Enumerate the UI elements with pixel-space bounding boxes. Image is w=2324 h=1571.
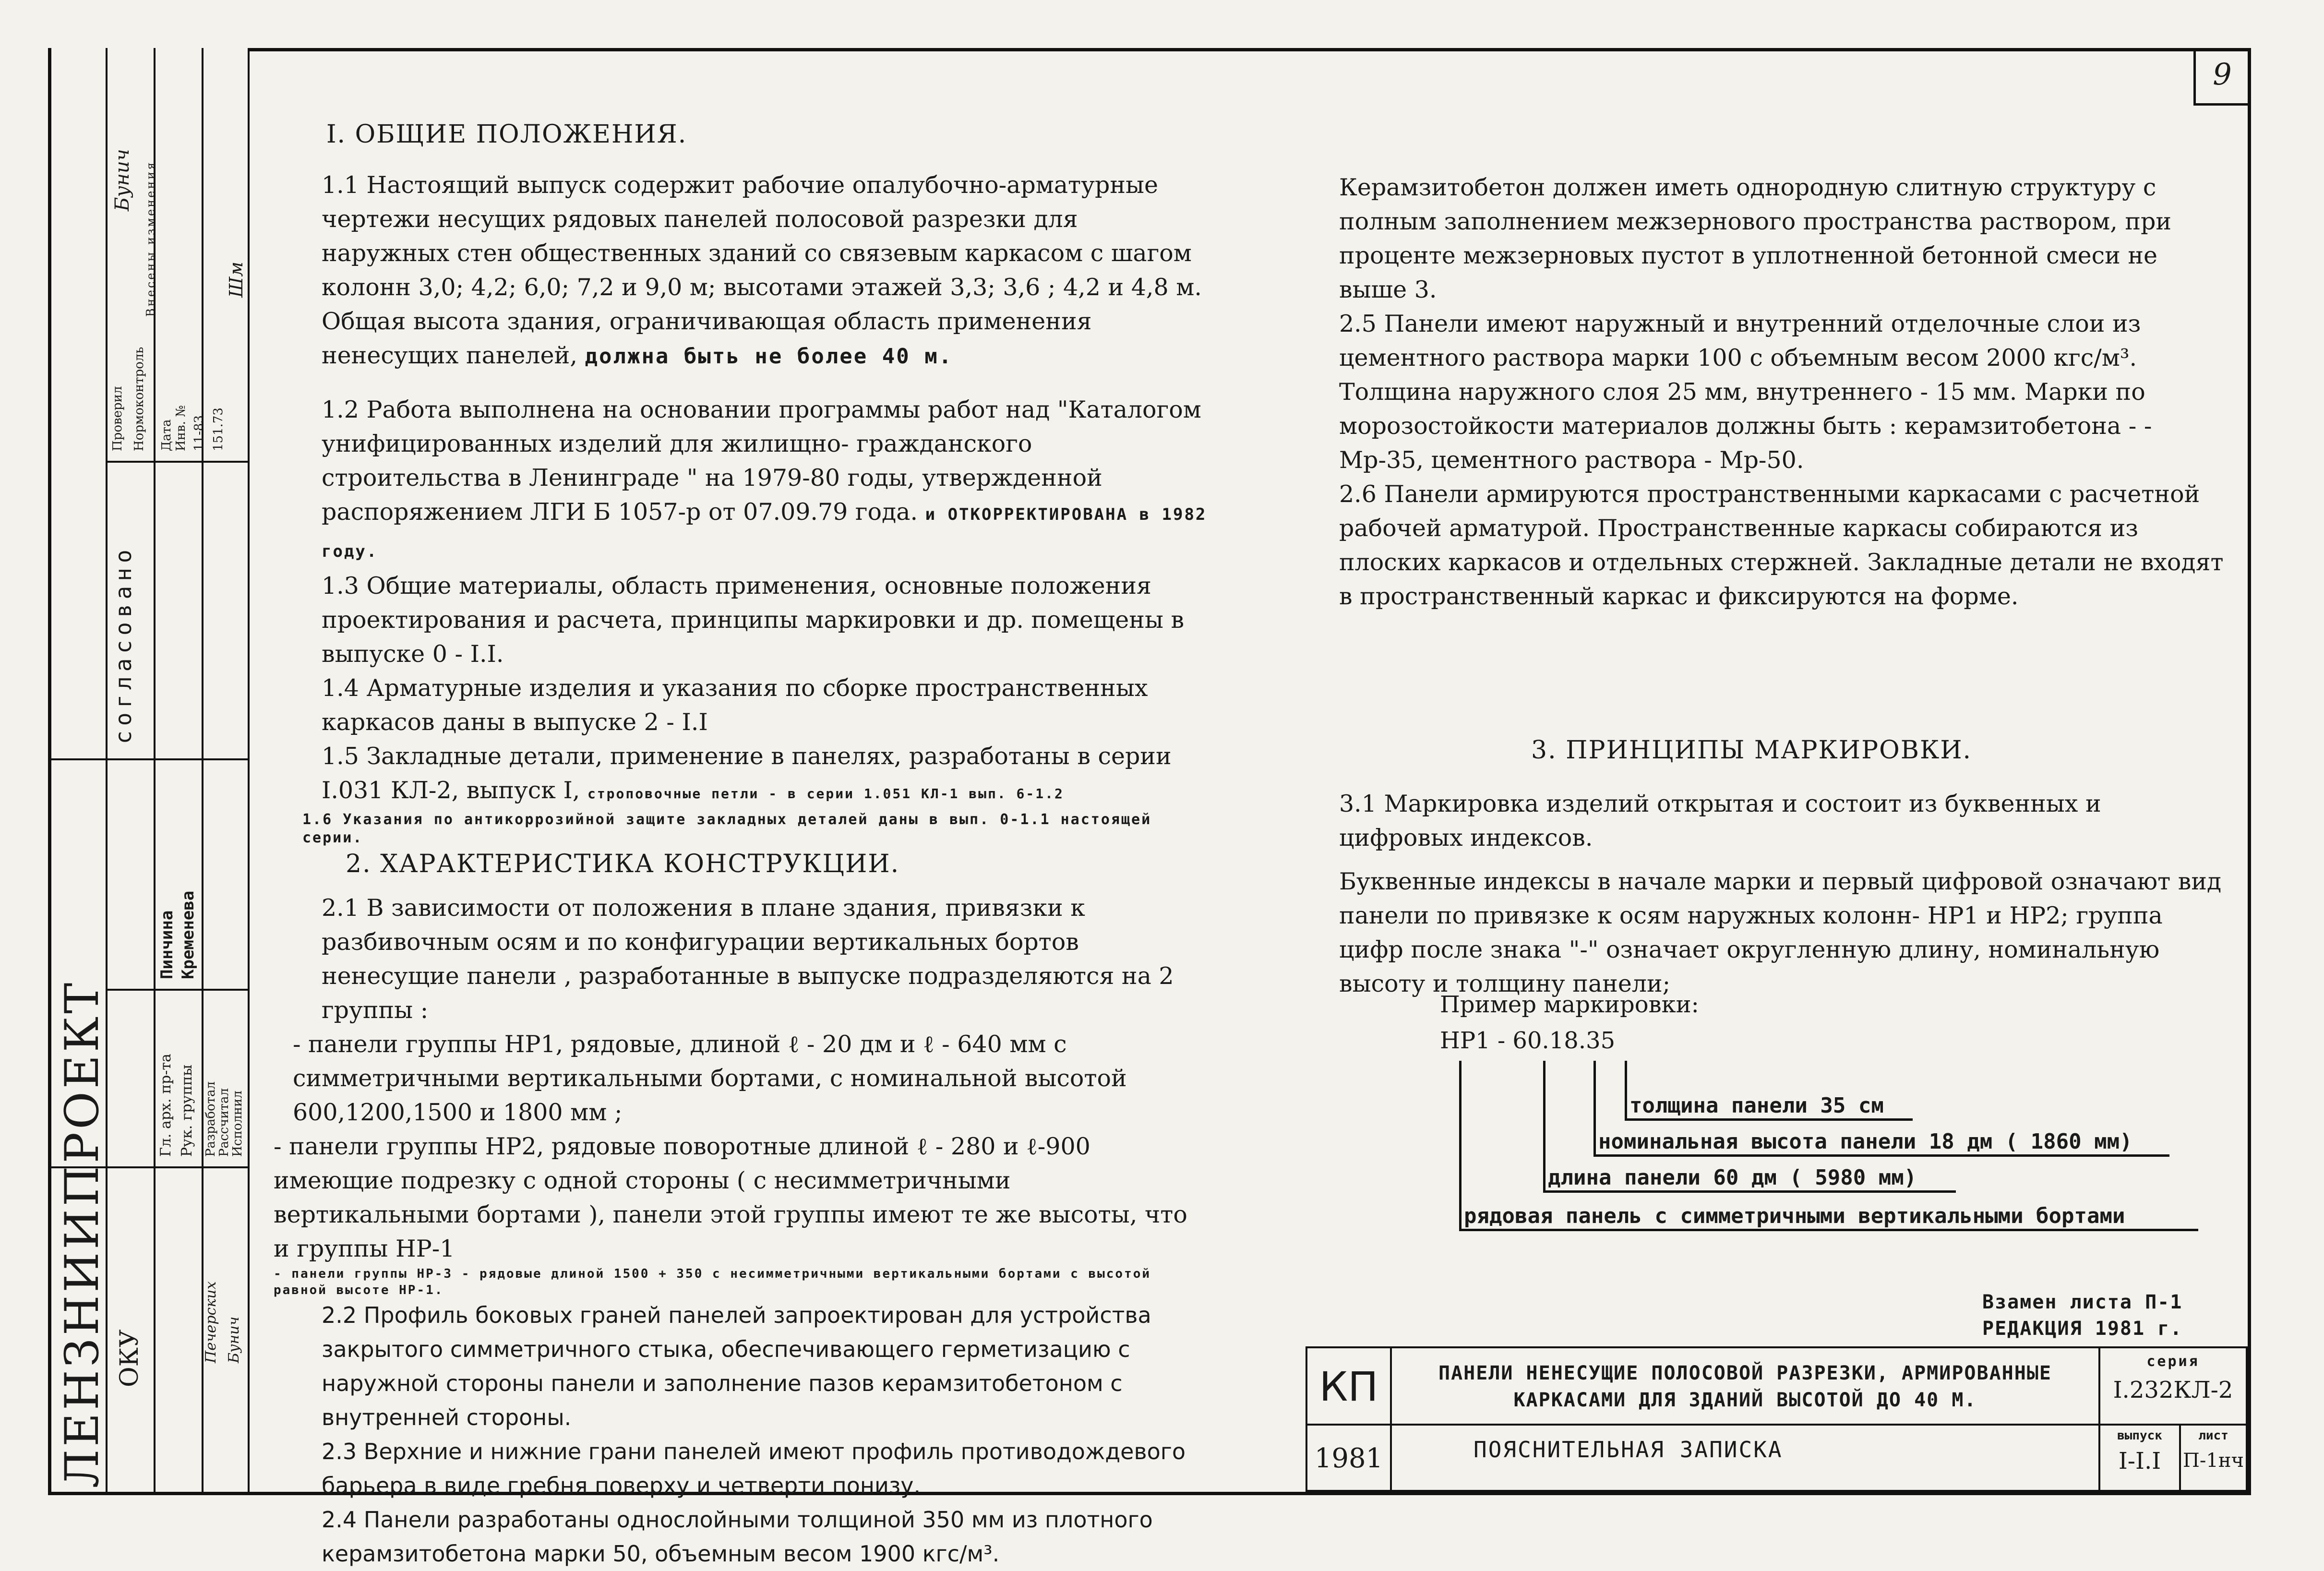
subtitle-text: ПОЯСНИТЕЛЬНАЯ ЗАПИСКА (1473, 1437, 1783, 1463)
replacement-note: Взамен листа П-1 (1982, 1291, 2183, 1313)
right-text-column (1291, 170, 2232, 1001)
left-stamp-strip (48, 48, 250, 1493)
paragraph-1-5: 1.5 Закладные детали, применение в панелях, разработаны в серии I.031 КЛ-2, выпуск I, строповочные петли - в серии 1.051 КЛ-1 вып. 6-1.2 (322, 743, 1172, 804)
stamp-name-3: Печерских (203, 1281, 219, 1363)
section-2-title: 2. ХАРАКТЕРИСТИКА КОНСТРУКЦИИ. (346, 850, 900, 878)
stamp-inv: Инв. № (174, 405, 188, 451)
example-title: Пример маркировки: (1440, 991, 1699, 1018)
stamp-divider (48, 758, 250, 760)
title-block (1306, 1346, 2248, 1492)
stamp-name-2: Кременева (179, 890, 198, 979)
stamp-name-1: Пинчина (157, 910, 177, 979)
stamp-changes: Внесены изменения (144, 160, 157, 317)
label-thickness: толщина панели 35 см (1629, 1093, 1884, 1118)
paragraph-2-5: 2.5 Панели имеют наружный и внутренний отделочные слои из цементного раствора марки 100 с объемным весом 2000 кгс/м³. Толщина наружного слоя 25 мм, внутреннего - 15 мм. Марки по морозостойкости материалов должны быть : керамзитобетона - - Мр-35, цементного раствора - Мр-50. (1339, 310, 2152, 474)
leader-line-length (1543, 1061, 1545, 1190)
year-value: 1981 (1314, 1443, 1383, 1474)
paragraph-2-2: 2.2 Профиль боковых граней панелей запроектирован для устройства закрытого симметричного стыка, обеспечивающего герметизацию с наружной стороны панели и заполнение пазов керамзитобетоном с внутренней стороны. (322, 1302, 1151, 1430)
series-label: серия (2146, 1353, 2200, 1370)
stamp-divider (106, 989, 250, 991)
stamp-row-group: Рук. группы (179, 1064, 195, 1157)
underline-height (1593, 1154, 2169, 1157)
stamp-normcontrol: Нормоконтроль (132, 347, 146, 451)
leader-line-type (1459, 1061, 1461, 1229)
example-mark: НР1 - 60.18.35 (1440, 1027, 1616, 1054)
handwritten-paragraph-1-6: 1.6 Указания по антикоррозийной защите закладных деталей даны в вып. 0-1.1 настоящей серии. (302, 811, 1152, 846)
stamp-date: Дата (159, 419, 174, 451)
left-text-column (274, 118, 1210, 1571)
stamp-codes-2: 151.73 (211, 408, 226, 451)
stamp-codes: 11-83 (192, 415, 206, 451)
handwritten-paragraph-2-1c: - панели группы НР-3 - рядовые длиной 1500 + 350 с несимметричными вертикальными бортами с высотой равной высоте НР-1. (274, 1267, 1151, 1297)
stamp-row-developed: Разработал (204, 1081, 218, 1157)
stamp-row-calculated: Рассчитал (217, 1088, 231, 1157)
subtitle-cell (1390, 1424, 2100, 1492)
frame-top-border (250, 48, 2251, 51)
sheet-value: П-1нч (2183, 1450, 2244, 1472)
stamp-org-name: ЛЕНЗНИИПРОЕКТ (55, 980, 109, 1488)
paragraph-2-3: 2.3 Верхние и нижние грани панелей имеют профиль противодождевого барьера в виде гребня поверху и четверти понизу. (322, 1439, 1186, 1499)
handwritten-note: должна быть не более 40 м. (585, 344, 953, 369)
paragraph-2-1b: - панели группы НР2, рядовые поворотные длиной ℓ - 280 и ℓ-900 имеющие подрезку с одной стороны ( с несимметричными вертикальными бортами ), панели этой группы имеют те же высоты, что и группы НР-1 (274, 1133, 1187, 1262)
label-type: рядовая панель с симметричными вертикальными бортами (1464, 1204, 2125, 1228)
handwritten-note: строповочные петли - в серии 1.051 КЛ-1 вып. 6-1.2 (587, 786, 1064, 802)
title-cell (1390, 1346, 2100, 1426)
stamp-row-executed: Исполнил (230, 1091, 245, 1157)
section-1-title: I. ОБЩИЕ ПОЛОЖЕНИЯ. (326, 120, 687, 149)
stamp-name-4: Бунич (226, 1316, 242, 1363)
stamp-oku: ОКУ (115, 1329, 144, 1387)
handwritten-note: и ОТКОРРЕКТИРОВАНА в 1982 году. (322, 505, 1207, 561)
stamp-agreed: согласовано (110, 545, 136, 744)
paragraph-2-4-continued: Керамзитобетон должен иметь однородную слитную структуру с полным заполнением межзернового пространства раствором, при проценте межзерновых пустот в уплотненной бетонной смеси не выше 3. (1339, 174, 2172, 303)
label-height: номинальная высота панели 18 дм ( 1860 мм) (1598, 1129, 2132, 1154)
issue-cell (2098, 1424, 2181, 1492)
series-cell (2098, 1346, 2248, 1426)
year-cell (1306, 1424, 1392, 1492)
title-text: ПАНЕЛИ НЕНЕСУЩИЕ ПОЛОСОВОЙ РАЗРЕЗКИ, АРМИРОВАННЫЕ КАРКАСАМИ ДЛЯ ЗДАНИЙ ВЫСОТОЙ ДО 40 М. (1438, 1362, 2052, 1411)
paragraph-1-1: 1.1 Настоящий выпуск содержит рабочие опалубочно-арматурные чертежи несущих рядовых панелей полосовой разрезки для наружных стен общественных зданий со связевым каркасом с шагом колонн 3,0; 4,2; 6,0; 7,2 и 9,0 м; высотами этажей 3,3; 3,6 ; 4,2 и 4,8 м. Общая высота здания, ограничивающая область применения ненесущих панелей, должна быть не более 40 м. (322, 171, 1202, 369)
underline-length (1543, 1190, 1956, 1193)
stamp-name-column (154, 48, 204, 1493)
sheet-cell (2179, 1424, 2248, 1492)
sheet-label: лист (2198, 1428, 2228, 1443)
series-value: I.232КЛ-2 (2113, 1377, 2233, 1403)
stamp-checked: Проверил (110, 386, 125, 451)
paragraph-1-3: 1.3 Общие материалы, область применения, основные положения проектирования и расчета, принципы маркировки и др. помещены в выпуске 0 - I.I. (322, 572, 1185, 668)
kp-cell (1306, 1346, 1392, 1426)
frame-right-border (2248, 48, 2251, 1493)
stamp-divider (106, 461, 250, 463)
stamp-right-name-1: Бунич (111, 149, 133, 211)
section-3-title: 3. ПРИНЦИПЫ МАРКИРОВКИ. (1531, 736, 1972, 765)
underline-thickness (1625, 1118, 1913, 1121)
paragraph-1-2: 1.2 Работа выполнена на основании программы работ над "Каталогом унифицированных изделий для жилищно- гражданского строительства в Ленинграде " на 1979-80 годы, утвержденной распоряжением ЛГИ Б 1057-р от 07.09.79 года. и ОТКОРРЕКТИРОВАНА в 1982 году. (322, 396, 1207, 561)
paragraph-2-1: 2.1 В зависимости от положения в плане здания, привязки к разбивочным осям и по конфигурации вертикальных бортов ненесущие панели , разработанные в выпуске подразделяются на 2 группы : (322, 894, 1174, 1024)
page-number: 9 (2193, 48, 2249, 106)
edition-note: РЕДАКЦИЯ 1981 г. (1982, 1318, 2183, 1340)
stamp-right-name-2: Шм (226, 262, 247, 298)
leader-line-height (1593, 1061, 1596, 1154)
paragraph-2-6: 2.6 Панели армируются пространственными каркасами с расчетной рабочей арматурой. Пространственные каркасы собираются из плоских каркасов и отдельных стержней. Закладные детали не входят в пространственный каркас и фиксируются на форме. (1339, 480, 2224, 610)
kp-label: КП (1319, 1363, 1378, 1410)
stamp-row-chief: Гл. арх. пр-та (157, 1054, 174, 1157)
label-length: длина панели 60 дм ( 5980 мм) (1548, 1165, 1917, 1190)
underline-type (1459, 1229, 2198, 1231)
paragraph-2-1a: - панели группы НР1, рядовые, длиной ℓ - 20 дм и ℓ - 640 мм с симметричными вертикальными бортами, с номинальной высотой 600,1200,1500 и 1800 мм ; (293, 1031, 1127, 1126)
paragraph-3-1: 3.1 Маркировка изделий открытая и состоит из буквенных и цифровых индексов. (1339, 790, 2101, 851)
paragraph-2-4: 2.4 Панели разработаны однослойными толщиной 350 мм из плотного керамзитобетона марки 50, объемным весом 1900 кгс/м³. (322, 1507, 1153, 1567)
issue-label: выпуск (2117, 1428, 2162, 1443)
paragraph-3-1b: Буквенные индексы в начале марки и первый цифровой означают вид панели по привязке к осям наружных колонн- НР1 и НР2; группа цифр после знака "-" означает округленную длину, номинальную высоту и толщину панели; (1339, 868, 2222, 997)
issue-value: I-I.I (2118, 1448, 2161, 1475)
leader-line-thickness (1625, 1061, 1627, 1118)
paragraph-1-4: 1.4 Арматурные изделия и указания по сборке пространственных каркасов даны в выпуске 2 - I.I (322, 674, 1148, 736)
